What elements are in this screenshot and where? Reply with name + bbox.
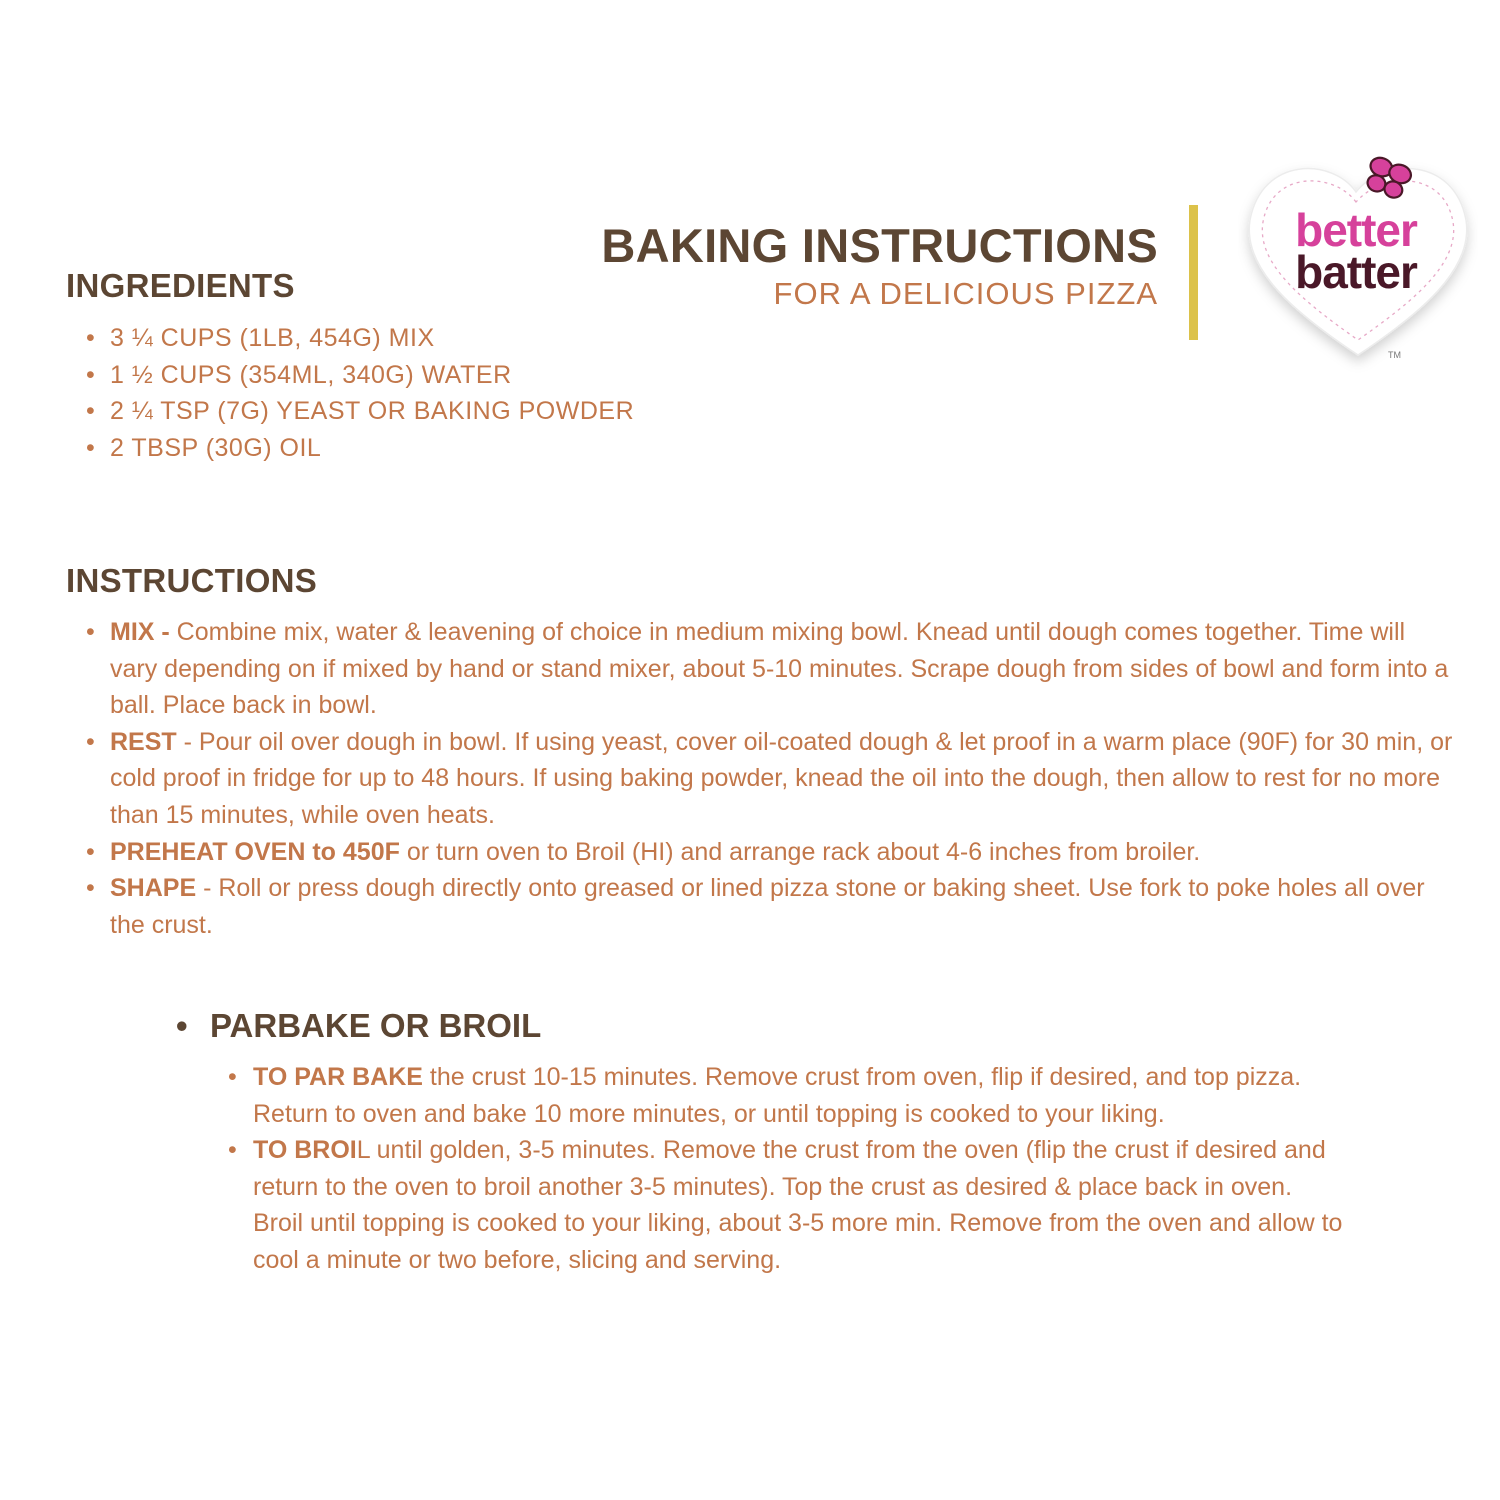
instructions-list <box>86 614 1456 943</box>
step-lead: TO BROI <box>253 1136 357 1165</box>
instruction-step-shape <box>86 870 1456 943</box>
ingredients-list <box>86 320 634 466</box>
broil-item <box>228 1132 1343 1278</box>
page-header <box>601 218 1158 314</box>
header-divider <box>1189 205 1198 340</box>
instruction-step-rest <box>86 724 1456 834</box>
step-lead: MIX - <box>110 618 170 646</box>
instruction-step-preheat <box>86 834 1456 871</box>
step-text: Combine mix, water & leavening of choice in medium mixing bowl. Knead until dough comes together. Time will vary depending on if mixed by hand or stand mixer, about 5-10 minutes. Scrape dough from sides of bowl and form into a ball. Place back in bowl. <box>110 618 1449 720</box>
ingredient-item: • 2 ¼ TSP (7G) YEAST OR BAKING POWDER <box>86 393 634 430</box>
step-text: or turn oven to Broil (HI) and arrange rack about 4-6 inches from broiler. <box>399 837 1201 866</box>
logo-word-batter: batter <box>1295 246 1417 298</box>
ingredients-heading: INGREDIENTS <box>66 267 295 304</box>
instructions-heading: INSTRUCTIONS <box>66 562 318 599</box>
better-batter-logo <box>1238 150 1478 380</box>
step-text: the crust 10-15 minutes. Remove crust from oven, flip if desired, and top pizza. Return to oven and bake 10 more minutes, or until topping is cooked to your liking. <box>253 1063 1302 1128</box>
ingredient-item: • 1 ½ CUPS (354ML, 340G) WATER <box>86 357 634 394</box>
parbake-heading: • PARBAKE OR BROIL <box>176 1004 541 1048</box>
parbake-list <box>228 1059 1343 1279</box>
step-text: - Pour oil over dough in bowl. If using yeast, cover oil-coated dough & let proof in a warm place (90F) for 30 min, or cold proof in fridge for up to 48 hours. If using baking powder, knead the oil into the dough, then allow to rest for no more than 15 minutes, while oven heats. <box>110 727 1453 829</box>
step-text: - Roll or press dough directly onto greased or lined pizza stone or baking sheet. Use fork to poke holes all over the crust. <box>110 874 1425 939</box>
ingredient-item: • 2 TBSP (30G) OIL <box>86 430 634 467</box>
instruction-step-mix <box>86 614 1456 724</box>
step-lead: TO PAR BAKE <box>253 1063 423 1091</box>
step-lead: SHAPE <box>110 874 197 903</box>
page-title: BAKING INSTRUCTIONS <box>601 219 1158 272</box>
step-lead: PREHEAT OVEN to 450F <box>110 837 400 866</box>
logo-word-better: better <box>1295 204 1417 256</box>
page-subtitle: FOR A DELICIOUS PIZZA <box>773 276 1158 311</box>
parbake-item <box>228 1059 1343 1132</box>
logo-trademark: TM <box>1388 350 1401 360</box>
step-text: L until golden, 3-5 minutes. Remove the crust from the oven (flip the crust if desired and return to the oven to broil another 3-5 minutes). Top the crust as desired & place back in oven. Broil until topping is cooked to your liking, about 3-5 more min. Remove from the oven and allow to cool a minute or two before, slicing and serving. <box>253 1136 1343 1274</box>
step-lead: REST <box>110 727 177 756</box>
ingredient-item: • 3 ¼ CUPS (1LB, 454G) MIX <box>86 320 634 357</box>
